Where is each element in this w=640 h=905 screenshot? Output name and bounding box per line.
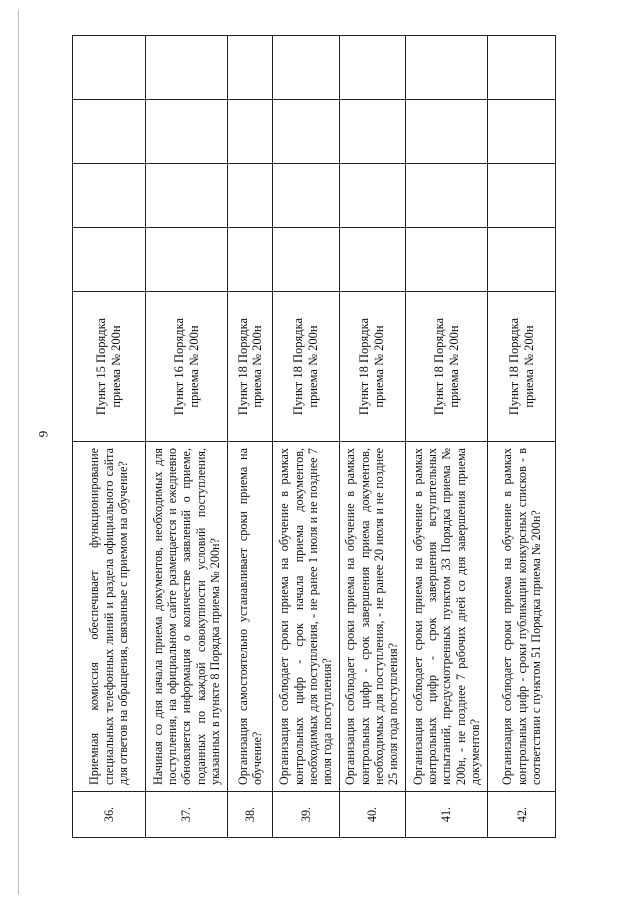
answer-cell [145, 36, 228, 100]
question-cell: Организация соблюдает сроки приема на обучение в рамках контрольных цифр - срок начала приема документов, необходимых для поступления, - не ранее 1 июля и не позднее 7 июля года поступления? [273, 442, 339, 792]
table-row [228, 36, 273, 838]
answer-cell [228, 36, 273, 100]
answer-cell [228, 228, 273, 292]
row-number-cell: 38. [228, 792, 273, 838]
reference-cell: Пункт 18 Порядка приема № 200н [488, 292, 556, 442]
page-left-edge [18, 10, 19, 895]
answer-cell [228, 164, 273, 228]
reference-cell: Пункт 16 Порядка приема № 200н [145, 292, 228, 442]
row-number-cell: 41. [405, 792, 488, 838]
table-row [145, 36, 228, 838]
answer-cell [405, 100, 488, 164]
answer-cell [145, 100, 228, 164]
answer-cell [273, 228, 339, 292]
question-cell: Организация соблюдает сроки приема на обучение в рамках контрольных цифр - срок завершения приема документов, необходимых для поступления, - не ранее 20 июля и не позднее 25 июля года поступления? [339, 442, 405, 792]
answer-cell [228, 100, 273, 164]
table-row [273, 36, 339, 838]
answer-cell [339, 36, 405, 100]
question-cell: Организация соблюдает сроки приема на обучение в рамках контрольных цифр - сроки публикации конкурсных списков - в соответствии с пунктом 51 Порядка приема № 200н? [488, 442, 556, 792]
answer-cell [488, 164, 556, 228]
row-number-cell: 40. [339, 792, 405, 838]
answer-cell [405, 228, 488, 292]
table-row [339, 36, 405, 838]
question-cell: Приемная комиссия обеспечивает функционирование специальных телефонных линий и раздела официального сайта для ответов на обращения, связанные с приемом на обучение? [73, 442, 146, 792]
answer-cell [339, 228, 405, 292]
row-number-cell: 42. [488, 792, 556, 838]
answer-cell [339, 164, 405, 228]
answer-cell [273, 100, 339, 164]
table-row [405, 36, 488, 838]
reference-cell: Пункт 18 Порядка приема № 200н [273, 292, 339, 442]
page-number: 9 [35, 430, 51, 438]
checklist-table-wrapper [72, 36, 556, 838]
answer-cell [405, 36, 488, 100]
table-row [73, 36, 146, 838]
row-number-cell: 37. [145, 792, 228, 838]
answer-cell [73, 164, 146, 228]
answer-cell [273, 164, 339, 228]
question-cell: Организация самостоятельно устанавливает сроки приема на обучение? [228, 442, 273, 792]
answer-cell [488, 100, 556, 164]
question-cell: Начиная со дня начала приема документов, необходимых для поступления, на официальном сайте размещается и ежедневно обновляется информация о количестве заявлений о приеме, поданных по каждой совокупности условий поступления, указанных в пункте 8 Порядка приема № 200н? [145, 442, 228, 792]
row-number-cell: 36. [73, 792, 146, 838]
answer-cell [405, 164, 488, 228]
answer-cell [273, 36, 339, 100]
question-cell: Организация соблюдает сроки приема на обучение в рамках контрольных цифр - срок завершения вступительных испытаний, предусмотренных пунктом 33 Порядка приема № 200н, - не позднее 7 рабочих дней со дня завершения приема документов? [405, 442, 488, 792]
answer-cell [488, 228, 556, 292]
reference-cell: Пункт 15 Порядка приема № 200н [73, 292, 146, 442]
reference-cell: Пункт 18 Порядка приема № 200н [405, 292, 488, 442]
answer-cell [73, 36, 146, 100]
reference-cell: Пункт 18 Порядка приема № 200н [339, 292, 405, 442]
table-row [488, 36, 556, 838]
answer-cell [73, 100, 146, 164]
answer-cell [488, 36, 556, 100]
answer-cell [145, 164, 228, 228]
reference-cell: Пункт 18 Порядка приема № 200н [228, 292, 273, 442]
checklist-table [72, 35, 556, 838]
answer-cell [145, 228, 228, 292]
answer-cell [73, 228, 146, 292]
row-number-cell: 39. [273, 792, 339, 838]
answer-cell [339, 100, 405, 164]
